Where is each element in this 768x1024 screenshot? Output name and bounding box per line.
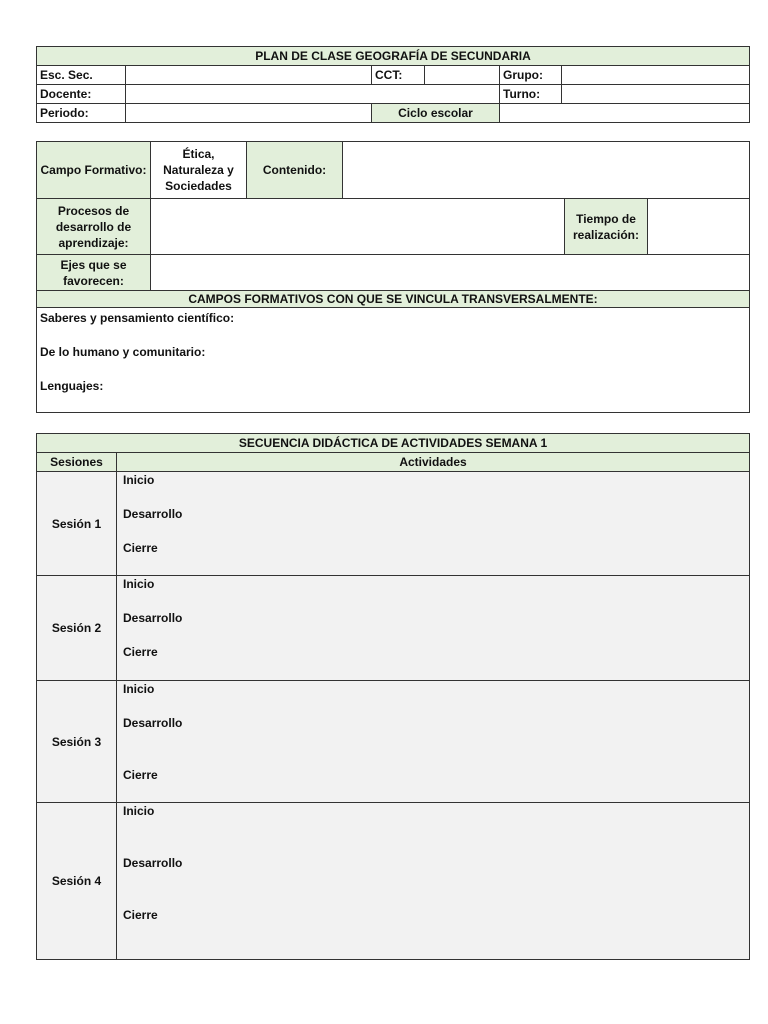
cierre-label: Cierre [123,645,158,659]
inicio-label: Inicio [123,804,155,818]
tiempo-field[interactable] [648,199,750,255]
cct-label: CCT: [372,66,425,85]
campos-transversales-area[interactable] [37,308,750,413]
docente-field[interactable] [126,85,500,104]
ejes-label: Ejes que se favorecen: [37,255,151,291]
cierre-label: Cierre [123,908,158,922]
campos-transversales-title: CAMPOS FORMATIVOS CON QUE SE VINCULA TRANSVERSALMENTE: [37,291,750,308]
grupo-label: Grupo: [500,66,562,85]
campo-formativo-value: Ética, Naturaleza y Sociedades [151,142,247,199]
inicio-label: Inicio [123,682,155,696]
plan-title: PLAN DE CLASE GEOGRAFÍA DE SECUNDARIA [37,47,750,66]
periodo-label: Periodo: [37,104,126,123]
inicio-label: Inicio [123,473,155,487]
desarrollo-label: Desarrollo [123,507,183,521]
session-activities[interactable] [117,803,750,960]
sequence-title: SECUENCIA DIDÁCTICA DE ACTIVIDADES SEMANA 1 [37,434,750,453]
ciclo-label: Ciclo escolar [372,104,500,123]
header-table [36,46,750,123]
desarrollo-label: Desarrollo [123,856,183,870]
cierre-label: Cierre [123,541,158,555]
cct-field[interactable] [425,66,500,85]
inicio-label: Inicio [123,577,155,591]
procesos-field[interactable] [151,199,565,255]
desarrollo-label: Desarrollo [123,611,183,625]
contenido-label: Contenido: [247,142,343,199]
col-sesiones: Sesiones [37,453,117,472]
sequence-table [36,433,750,960]
turno-field[interactable] [562,85,750,104]
docente-label: Docente: [37,85,126,104]
col-actividades: Actividades [117,453,750,472]
session-label: Sesión 2 [37,576,117,681]
turno-label: Turno: [500,85,562,104]
grupo-field[interactable] [562,66,750,85]
contenido-field[interactable] [343,142,750,199]
cierre-label: Cierre [123,768,158,782]
humano-label: De lo humano y comunitario: [40,345,206,359]
esc-sec-field[interactable] [126,66,372,85]
session-activities[interactable] [117,472,750,576]
ciclo-field[interactable] [500,104,750,123]
campo-formativo-label: Campo Formativo: [37,142,151,199]
planning-table [36,141,750,413]
saberes-label: Saberes y pensamiento científico: [40,311,235,325]
session-label: Sesión 3 [37,681,117,803]
lenguajes-label: Lenguajes: [40,379,104,393]
desarrollo-label: Desarrollo [123,716,183,730]
session-label: Sesión 4 [37,803,117,960]
procesos-label: Procesos de desarrollo de aprendizaje: [37,199,151,255]
ejes-field[interactable] [151,255,750,291]
periodo-field[interactable] [126,104,372,123]
session-label: Sesión 1 [37,472,117,576]
tiempo-label: Tiempo de realización: [565,199,648,255]
session-activities[interactable] [117,681,750,803]
esc-sec-label: Esc. Sec. [37,66,126,85]
session-activities[interactable] [117,576,750,681]
